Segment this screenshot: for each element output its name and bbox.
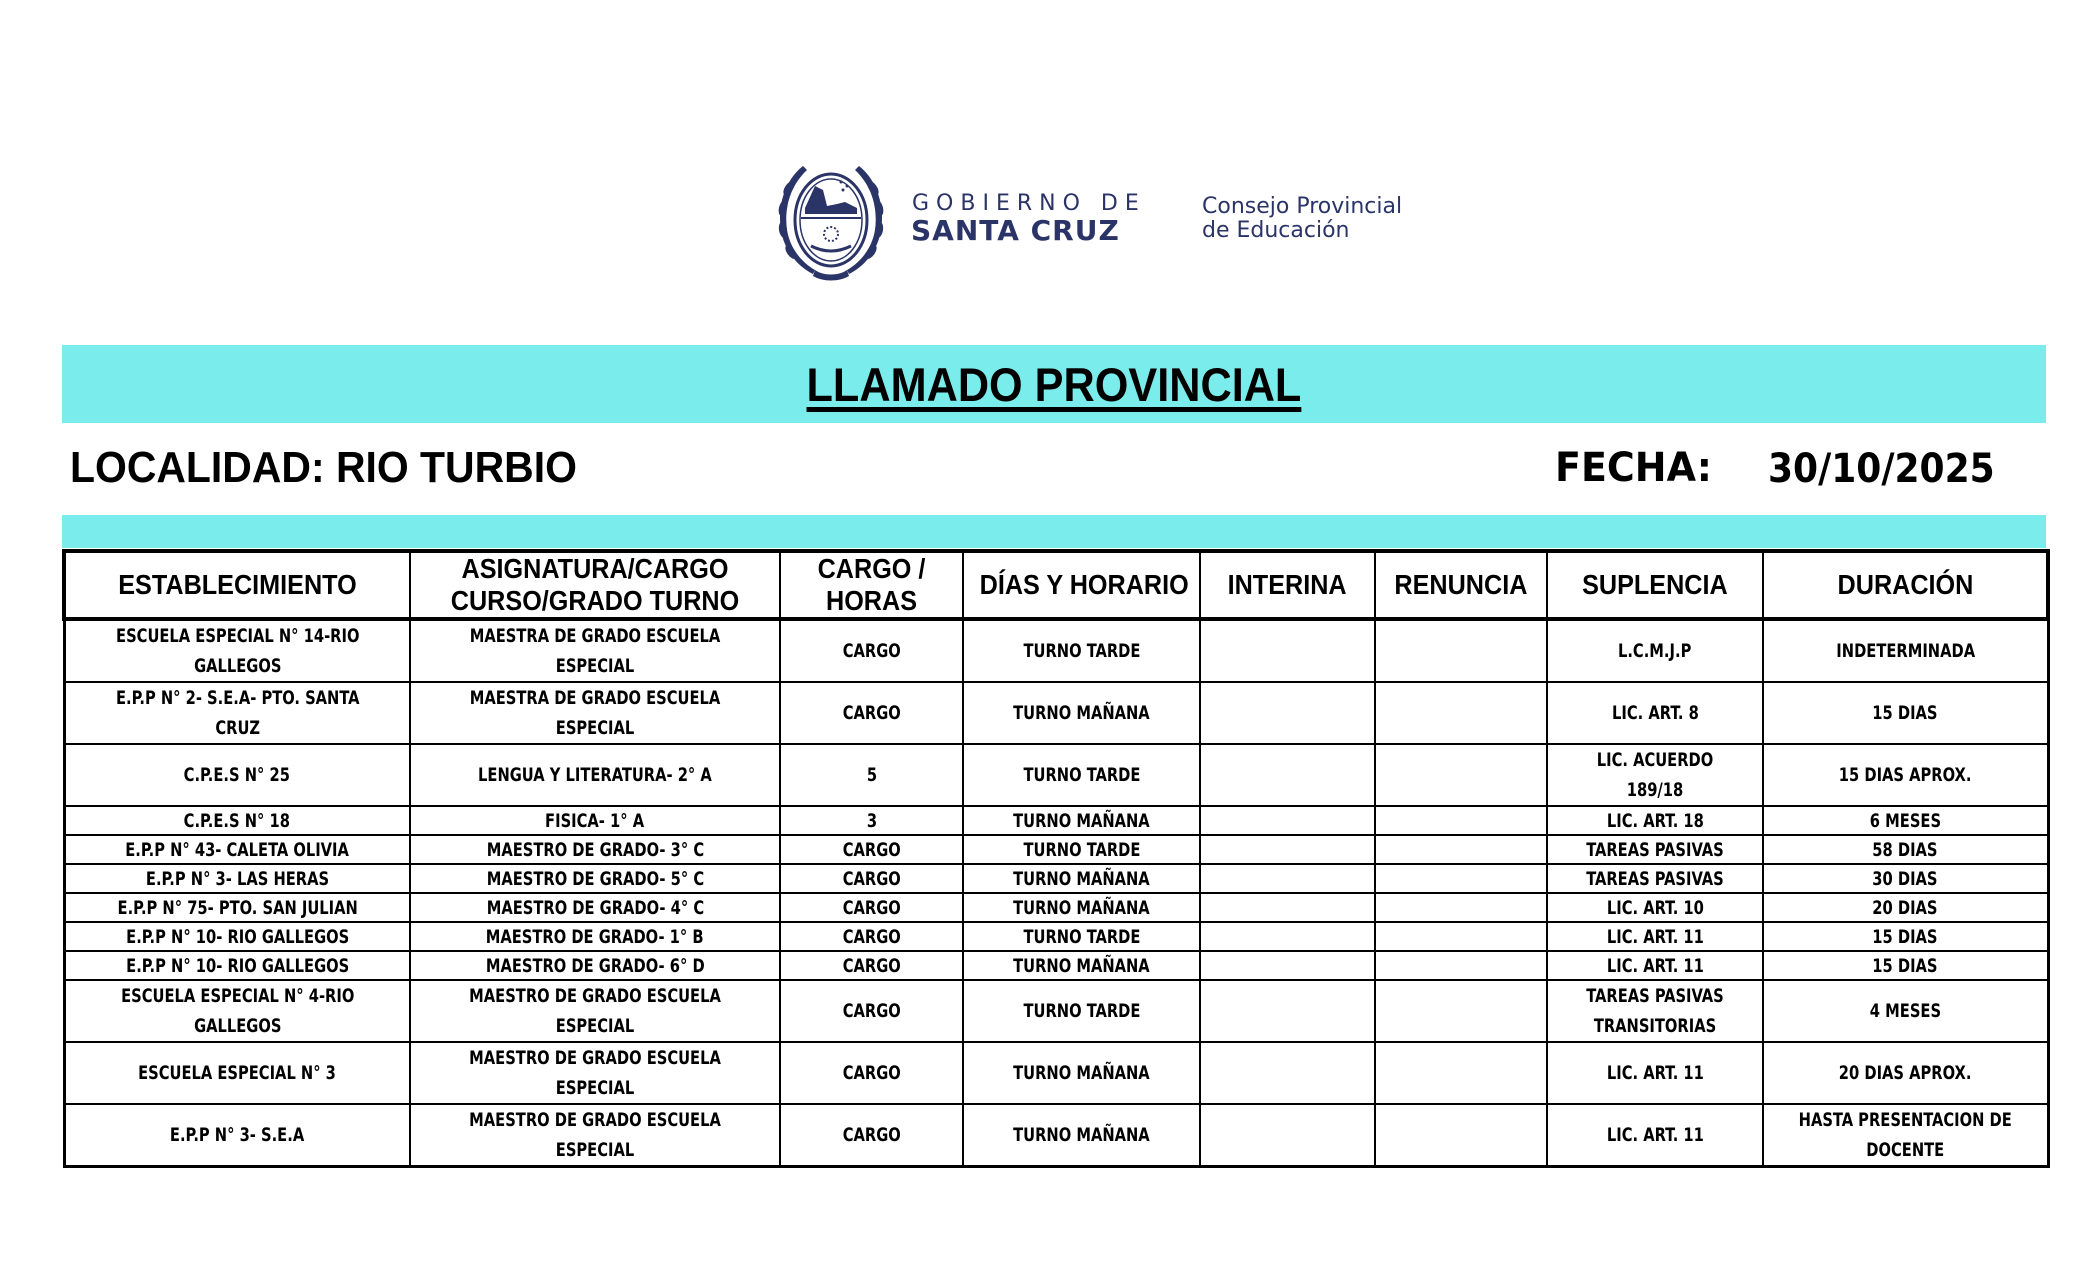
- cell-text: 20 DIAS: [1872, 896, 1938, 919]
- title-band: [62, 345, 2046, 423]
- cell-text: E.P.P N° 75- PTO. SAN JULIAN: [117, 896, 358, 919]
- cell-asignatura: [410, 1104, 780, 1167]
- cell-renuncia: [1375, 682, 1547, 744]
- cell-cargo-horas: [780, 682, 963, 744]
- cell-text: CARGO: [842, 867, 901, 890]
- cell-text: TURNO MAÑANA: [1013, 809, 1150, 832]
- cell-text: TAREAS PASIVAS: [1586, 867, 1724, 890]
- cell-text: CARGO: [842, 896, 901, 919]
- cell-text: E.P.P N° 43- CALETA OLIVIA: [125, 838, 350, 861]
- cell-establecimiento: [64, 619, 410, 682]
- cell-suplencia: [1547, 744, 1763, 806]
- col-header-renuncia: [1375, 551, 1547, 619]
- cell-text: C.P.E.S N° 25: [184, 764, 291, 786]
- cell-renuncia: [1375, 864, 1547, 893]
- cell-duracion: [1763, 1042, 2048, 1104]
- cell-text: MAESTRA DE GRADO ESCUELA ESPECIAL: [469, 687, 721, 739]
- cell-text: L.C.M.J.P: [1618, 640, 1692, 662]
- cell-text: INDETERMINADA: [1835, 640, 1975, 662]
- table-row: [64, 835, 2048, 864]
- cell-suplencia: [1547, 864, 1763, 893]
- cell-asignatura: [410, 682, 780, 744]
- cell-asignatura: [410, 1042, 780, 1104]
- cell-text: C.P.E.S N° 18: [184, 809, 291, 832]
- cell-text: LIC. ART. 11: [1606, 925, 1704, 948]
- table-row: [64, 1104, 2048, 1167]
- cell-cargo-horas: [780, 1042, 963, 1104]
- cell-text: 30 DIAS: [1872, 867, 1938, 890]
- cell-establecimiento: [64, 682, 410, 744]
- cell-text: CARGO: [842, 1124, 901, 1146]
- cell-cargo-horas: [780, 744, 963, 806]
- cell-text: TURNO TARDE: [1023, 838, 1140, 861]
- cell-renuncia: [1375, 1042, 1547, 1104]
- consejo-line-1: Consejo Provincial: [1202, 194, 1403, 219]
- cell-cargo-horas: [780, 835, 963, 864]
- localidad-label: LOCALIDAD: RIO TURBIO: [70, 443, 577, 492]
- cell-establecimiento: [64, 806, 410, 835]
- cell-interina: [1200, 1104, 1375, 1167]
- vacancies-table: [62, 549, 2050, 1168]
- cell-dias-horario: [963, 744, 1200, 806]
- cell-renuncia: [1375, 619, 1547, 682]
- cell-text: 15 DIAS: [1872, 954, 1938, 977]
- cell-dias-horario: [963, 922, 1200, 951]
- cell-text: MAESTRO DE GRADO- 4° C: [486, 896, 704, 919]
- cell-renuncia: [1375, 806, 1547, 835]
- table-row: [64, 922, 2048, 951]
- cell-duracion: [1763, 835, 2048, 864]
- cell-duracion: [1763, 864, 2048, 893]
- header-logo: [775, 158, 1455, 282]
- cell-text: CARGO: [842, 1062, 901, 1084]
- cell-asignatura: [410, 980, 780, 1042]
- cell-interina: [1200, 1042, 1375, 1104]
- cell-interina: [1200, 682, 1375, 744]
- cell-dias-horario: [963, 980, 1200, 1042]
- cell-asignatura: [410, 744, 780, 806]
- cell-cargo-horas: [780, 893, 963, 922]
- cell-text: E.P.P N° 3- LAS HERAS: [145, 867, 329, 890]
- cell-interina: [1200, 980, 1375, 1042]
- page-title: LLAMADO PROVINCIAL: [806, 357, 1302, 411]
- cell-text: TURNO MAÑANA: [1013, 896, 1150, 919]
- cell-cargo-horas: [780, 980, 963, 1042]
- cell-suplencia: [1547, 1042, 1763, 1104]
- cell-suplencia: [1547, 1104, 1763, 1167]
- cell-text: CARGO: [842, 925, 901, 948]
- table-row: [64, 806, 2048, 835]
- cell-text: TURNO MAÑANA: [1013, 867, 1150, 890]
- cell-interina: [1200, 744, 1375, 806]
- cell-dias-horario: [963, 835, 1200, 864]
- cell-duracion: [1763, 922, 2048, 951]
- col-header-establecimiento: [64, 551, 410, 619]
- cell-text: E.P.P N° 3- S.E.A: [170, 1124, 305, 1146]
- cell-text: 15 DIAS APROX.: [1838, 764, 1972, 786]
- cell-cargo-horas: [780, 922, 963, 951]
- cell-asignatura: [410, 951, 780, 980]
- cell-text: 3: [866, 809, 877, 832]
- cell-text: FISICA- 1° A: [545, 809, 645, 832]
- cell-cargo-horas: [780, 951, 963, 980]
- cell-suplencia: [1547, 980, 1763, 1042]
- cell-text: CARGO: [842, 702, 901, 724]
- cell-duracion: [1763, 744, 2048, 806]
- cell-duracion: [1763, 1104, 2048, 1167]
- col-header-label: INTERINA: [1227, 569, 1347, 600]
- cell-asignatura: [410, 835, 780, 864]
- cell-text: HASTA PRESENTACION DE DOCENTE: [1798, 1109, 2012, 1161]
- cell-duracion: [1763, 980, 2048, 1042]
- cell-suplencia: [1547, 951, 1763, 980]
- cell-duracion: [1763, 619, 2048, 682]
- cell-duracion: [1763, 893, 2048, 922]
- cell-cargo-horas: [780, 864, 963, 893]
- cell-text: CARGO: [842, 838, 901, 861]
- cell-dias-horario: [963, 951, 1200, 980]
- cell-text: TAREAS PASIVAS: [1586, 838, 1724, 861]
- table-row: [64, 980, 2048, 1042]
- table-top-band: [62, 515, 2046, 548]
- table-row: [64, 893, 2048, 922]
- col-header-label: DÍAS Y HORARIO: [979, 569, 1189, 600]
- cell-text: LIC. ART. 8: [1611, 702, 1699, 724]
- cell-text: MAESTRO DE GRADO- 6° D: [485, 954, 705, 977]
- cell-interina: [1200, 619, 1375, 682]
- col-header-label: RENUNCIA: [1394, 569, 1528, 600]
- table-row: [64, 951, 2048, 980]
- table-header-row: [64, 551, 2048, 619]
- fecha-value: 30/10/2025: [1768, 446, 1995, 492]
- cell-suplencia: [1547, 922, 1763, 951]
- cell-text: LIC. ART. 18: [1606, 809, 1704, 832]
- cell-text: MAESTRO DE GRADO- 1° B: [486, 925, 704, 948]
- table-row: [64, 864, 2048, 893]
- cell-text: TURNO TARDE: [1023, 925, 1140, 948]
- cell-dias-horario: [963, 864, 1200, 893]
- table-row: [64, 619, 2048, 682]
- cell-asignatura: [410, 619, 780, 682]
- cell-text: 15 DIAS: [1872, 925, 1938, 948]
- cell-establecimiento: [64, 744, 410, 806]
- cell-suplencia: [1547, 893, 1763, 922]
- cell-duracion: [1763, 682, 2048, 744]
- col-header-label: ASIGNATURA/CARGO CURSO/GRADO TURNO: [450, 553, 740, 616]
- cell-interina: [1200, 835, 1375, 864]
- col-header-label: CARGO / HORAS: [817, 553, 926, 616]
- cell-establecimiento: [64, 980, 410, 1042]
- cell-asignatura: [410, 922, 780, 951]
- cell-text: TAREAS PASIVAS TRANSITORIAS: [1586, 985, 1724, 1037]
- cell-text: ESCUELA ESPECIAL N° 14-RIO GALLEGOS: [115, 625, 359, 677]
- cell-text: E.P.P N° 2- S.E.A- PTO. SANTA CRUZ: [115, 687, 360, 739]
- cell-establecimiento: [64, 835, 410, 864]
- cell-text: E.P.P N° 10- RIO GALLEGOS: [125, 954, 349, 977]
- col-header-dias-horario: [963, 551, 1200, 619]
- gobierno-line-2: SANTA CRUZ: [911, 214, 1120, 247]
- cell-cargo-horas: [780, 1104, 963, 1167]
- cell-text: 15 DIAS: [1872, 702, 1938, 724]
- cell-text: 6 MESES: [1869, 809, 1941, 832]
- col-header-label: ESTABLECIMIENTO: [118, 569, 357, 600]
- cell-duracion: [1763, 951, 2048, 980]
- cell-text: TURNO TARDE: [1023, 1000, 1140, 1022]
- table-row: [64, 682, 2048, 744]
- cell-text: 20 DIAS APROX.: [1838, 1062, 1972, 1084]
- cell-text: 4 MESES: [1869, 1000, 1941, 1022]
- cell-renuncia: [1375, 893, 1547, 922]
- cell-renuncia: [1375, 980, 1547, 1042]
- cell-text: TURNO TARDE: [1023, 764, 1140, 786]
- cell-interina: [1200, 864, 1375, 893]
- col-header-cargo-horas: [780, 551, 963, 619]
- cell-text: ESCUELA ESPECIAL N° 4-RIO GALLEGOS: [120, 985, 354, 1037]
- cell-text: 5: [866, 764, 877, 786]
- col-header-suplencia: [1547, 551, 1763, 619]
- cell-text: LIC. ART. 10: [1606, 896, 1704, 919]
- cell-text: LIC. ACUERDO 189/18: [1596, 749, 1714, 801]
- cell-cargo-horas: [780, 806, 963, 835]
- cell-duracion: [1763, 806, 2048, 835]
- cell-suplencia: [1547, 806, 1763, 835]
- cell-renuncia: [1375, 835, 1547, 864]
- cell-text: LIC. ART. 11: [1606, 954, 1704, 977]
- cell-text: MAESTRO DE GRADO- 5° C: [486, 867, 704, 890]
- cell-renuncia: [1375, 922, 1547, 951]
- cell-establecimiento: [64, 1042, 410, 1104]
- col-header-label: SUPLENCIA: [1582, 569, 1728, 600]
- cell-renuncia: [1375, 1104, 1547, 1167]
- cell-renuncia: [1375, 744, 1547, 806]
- cell-text: LENGUA Y LITERATURA- 2° A: [478, 764, 712, 786]
- cell-interina: [1200, 893, 1375, 922]
- cell-text: MAESTRO DE GRADO ESCUELA ESPECIAL: [469, 1047, 721, 1099]
- cell-asignatura: [410, 806, 780, 835]
- cell-text: E.P.P N° 10- RIO GALLEGOS: [125, 925, 349, 948]
- gobierno-line-1: GOBIERNO DE: [912, 191, 1146, 216]
- cell-establecimiento: [64, 951, 410, 980]
- cell-text: MAESTRA DE GRADO ESCUELA ESPECIAL: [469, 625, 721, 677]
- cell-dias-horario: [963, 619, 1200, 682]
- cell-renuncia: [1375, 951, 1547, 980]
- cell-text: MAESTRO DE GRADO ESCUELA ESPECIAL: [469, 985, 721, 1037]
- cell-interina: [1200, 922, 1375, 951]
- cell-interina: [1200, 951, 1375, 980]
- cell-text: CARGO: [842, 954, 901, 977]
- cell-text: LIC. ART. 11: [1606, 1124, 1704, 1146]
- cell-text: 58 DIAS: [1872, 838, 1938, 861]
- cell-text: TURNO MAÑANA: [1013, 702, 1150, 724]
- fecha-label: FECHA:: [1555, 445, 1712, 491]
- cell-text: CARGO: [842, 640, 901, 662]
- cell-asignatura: [410, 893, 780, 922]
- col-header-label: DURACIÓN: [1837, 569, 1973, 600]
- cell-interina: [1200, 806, 1375, 835]
- cell-text: CARGO: [842, 1000, 901, 1022]
- cell-suplencia: [1547, 682, 1763, 744]
- cell-dias-horario: [963, 1042, 1200, 1104]
- cell-text: LIC. ART. 11: [1606, 1062, 1704, 1084]
- cell-suplencia: [1547, 619, 1763, 682]
- col-header-duracion: [1763, 551, 2048, 619]
- cell-text: MAESTRO DE GRADO ESCUELA ESPECIAL: [469, 1109, 721, 1161]
- table-row: [64, 744, 2048, 806]
- cell-establecimiento: [64, 922, 410, 951]
- cell-text: ESCUELA ESPECIAL N° 3: [138, 1062, 337, 1084]
- cell-dias-horario: [963, 806, 1200, 835]
- table-row: [64, 1042, 2048, 1104]
- cell-establecimiento: [64, 864, 410, 893]
- col-header-asignatura: [410, 551, 780, 619]
- provincial-coat-of-arms-icon: [775, 158, 887, 282]
- col-header-interina: [1200, 551, 1375, 619]
- cell-text: TURNO TARDE: [1023, 640, 1140, 662]
- cell-establecimiento: [64, 1104, 410, 1167]
- consejo-line-2: de Educación: [1202, 218, 1350, 243]
- cell-establecimiento: [64, 893, 410, 922]
- cell-text: MAESTRO DE GRADO- 3° C: [486, 838, 704, 861]
- cell-text: TURNO MAÑANA: [1013, 954, 1150, 977]
- cell-dias-horario: [963, 893, 1200, 922]
- cell-text: TURNO MAÑANA: [1013, 1124, 1150, 1146]
- cell-text: TURNO MAÑANA: [1013, 1062, 1150, 1084]
- cell-suplencia: [1547, 835, 1763, 864]
- cell-asignatura: [410, 864, 780, 893]
- cell-cargo-horas: [780, 619, 963, 682]
- cell-dias-horario: [963, 1104, 1200, 1167]
- cell-dias-horario: [963, 682, 1200, 744]
